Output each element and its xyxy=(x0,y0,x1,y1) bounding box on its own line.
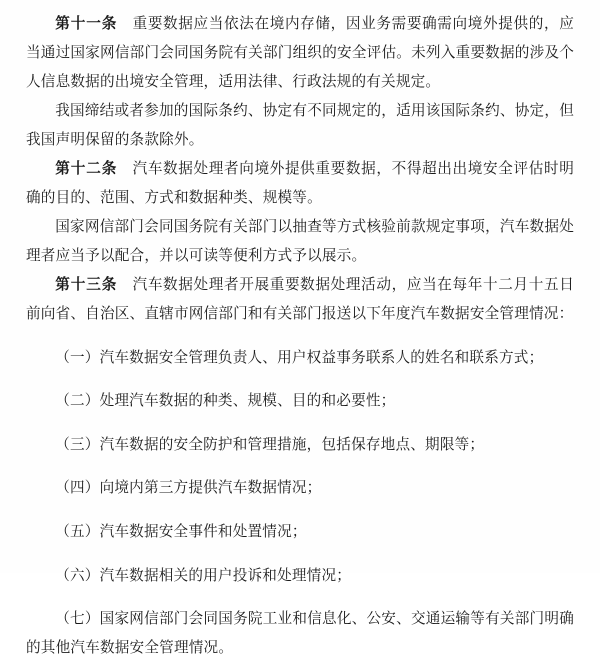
list-item: （三）汽车数据的安全防护和管理措施，包括保存地点、期限等； xyxy=(55,436,485,453)
article-12-paragraph xyxy=(26,155,574,213)
article-12-label: 第十二条 xyxy=(55,161,118,177)
list-item: （六）汽车数据相关的用户投诉和处理情况； xyxy=(55,567,352,584)
list-item: （五）汽车数据安全事件和处置情况； xyxy=(55,523,307,540)
article-13-label: 第十三条 xyxy=(55,277,118,293)
list-item: （一）汽车数据安全管理负责人、用户权益事务联系人的姓名和联系方式； xyxy=(55,349,544,366)
article-12-body: 汽车数据处理者向境外提供重要数据，不得超出出境安全评估时明确的目的、范围、方式和数据种类、规模等。 xyxy=(26,161,574,206)
article-11-body: 重要数据应当依法在境内存储，因业务需要确需向境外提供的，应当通过国家网信部门会同国务院有关部门组织的安全评估。未列入重要数据的涉及个人信息数据的出境安全管理，适用法律、行政法规的有关规定。 xyxy=(26,16,574,90)
article-13-paragraph xyxy=(26,271,574,329)
article-13-body: 汽车数据处理者开展重要数据处理活动，应当在每年十二月十五日前向省、自治区、直辖市网信部门和有关部门报送以下年度汽车数据安全管理情况： xyxy=(26,277,574,322)
article-11-label: 第十一条 xyxy=(55,16,118,32)
list-item: （四）向境内第三方提供汽车数据情况； xyxy=(55,480,322,497)
treaty-paragraph: 我国缔结或者参加的国际条约、协定有不同规定的，适用该国际条约、协定，但我国声明保留的条款除外。 xyxy=(26,103,574,148)
article-11-paragraph xyxy=(26,10,574,97)
list-item: （二）处理汽车数据的种类、规模、目的和必要性； xyxy=(55,393,396,410)
list-item: （七）国家网信部门会同国务院工业和信息化、公安、交通运输等有关部门明确的其他汽车数据安全管理情况。 xyxy=(26,611,574,657)
verification-paragraph: 国家网信部门会同国务院有关部门以抽查等方式核验前款规定事项，汽车数据处理者应当予以配合，并以可读等便利方式予以展示。 xyxy=(26,219,574,264)
